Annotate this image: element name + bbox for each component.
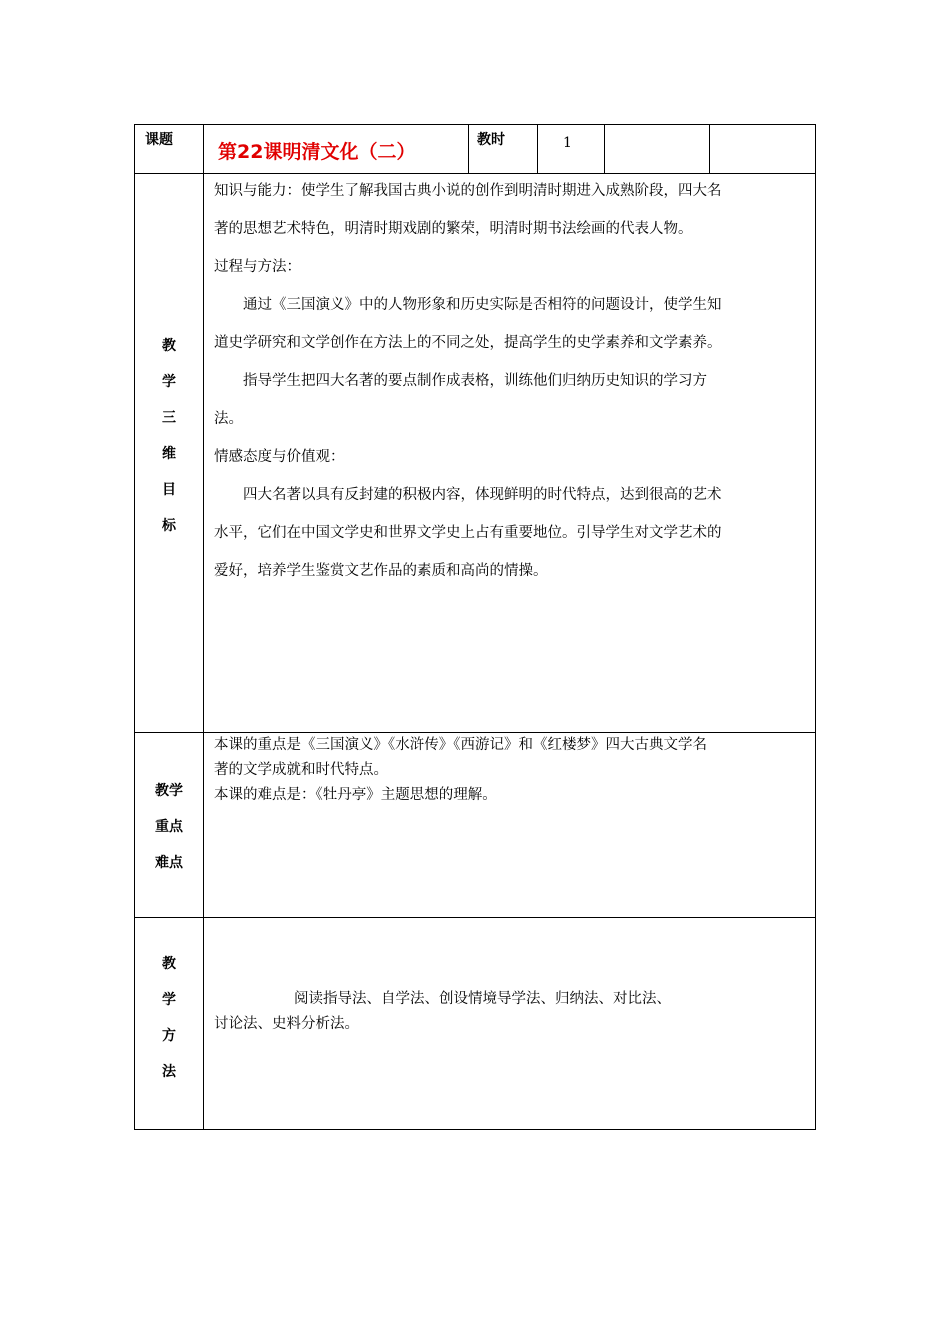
goals-content-cell bbox=[203, 173, 816, 733]
topic-label-cell bbox=[134, 124, 204, 174]
focus-text bbox=[214, 733, 809, 808]
goals-text bbox=[214, 172, 809, 590]
method-line: 讨论法、史料分析法。 bbox=[214, 1016, 359, 1032]
method-label-char: 方 bbox=[162, 1028, 176, 1044]
goals-line: 四大名著以具有反封建的积极内容，体现鲜明的时代特点，达到很高的艺术 bbox=[243, 487, 722, 503]
lesson-plan-table bbox=[134, 124, 816, 1130]
goals-label-char: 维 bbox=[162, 446, 176, 462]
focus-label-line: 重点 bbox=[155, 819, 183, 835]
lesson-title: 第22课明清文化（二） bbox=[218, 141, 416, 163]
goals-line: 爱好，培养学生鉴赏文艺作品的素质和高尚的情操。 bbox=[214, 563, 548, 579]
goals-line: 情感态度与价值观： bbox=[214, 449, 345, 465]
focus-label-line: 难点 bbox=[155, 855, 183, 871]
method-label-char: 法 bbox=[162, 1064, 176, 1080]
focus-line: 本课的难点是：《牡丹亭》主题思想的理解。 bbox=[214, 787, 497, 803]
goals-label-char: 目 bbox=[162, 482, 176, 498]
method-label-char: 教 bbox=[162, 956, 176, 972]
method-label-char: 学 bbox=[162, 992, 176, 1008]
extra-cell-2 bbox=[709, 124, 816, 174]
focus-line: 著的文学成就和时代特点。 bbox=[214, 762, 388, 778]
goals-line: 水平，它们在中国文学史和世界文学史上占有重要地位。引导学生对文学艺术的 bbox=[214, 525, 722, 541]
goals-label-char: 学 bbox=[162, 374, 176, 390]
focus-line: 本课的重点是《三国演义》《水浒传》《西游记》和《红楼梦》四大古典文学名 bbox=[214, 737, 707, 753]
focus-label-line: 教学 bbox=[155, 783, 183, 799]
method-label-cell bbox=[134, 917, 204, 1130]
goals-line: 法。 bbox=[214, 411, 243, 427]
hours-value-cell bbox=[537, 124, 605, 174]
extra-cell-1 bbox=[604, 124, 710, 174]
goals-label-char: 三 bbox=[162, 410, 176, 426]
focus-label bbox=[135, 773, 203, 881]
method-text bbox=[214, 987, 809, 1037]
goals-line: 知识与能力：使学生了解我国古典小说的创作到明清时期进入成熟阶段，四大名 bbox=[214, 183, 722, 199]
focus-content-cell bbox=[203, 732, 816, 918]
method-line: 阅读指导法、自学法、创设情境导学法、归纳法、对比法、 bbox=[294, 991, 671, 1007]
goals-line: 指导学生把四大名著的要点制作成表格，训练他们归纳历史知识的学习方 bbox=[243, 373, 707, 389]
method-label bbox=[135, 946, 203, 1090]
goals-line: 通过《三国演义》中的人物形象和历史实际是否相符的问题设计，使学生知 bbox=[243, 297, 722, 313]
hours-label: 教时 bbox=[477, 132, 505, 148]
hours-value: 1 bbox=[563, 135, 572, 151]
goals-label-char: 标 bbox=[162, 518, 176, 534]
title-cell bbox=[203, 124, 469, 174]
goals-line: 过程与方法： bbox=[214, 259, 301, 275]
goals-line: 著的思想艺术特色，明清时期戏剧的繁荣，明清时期书法绘画的代表人物。 bbox=[214, 221, 693, 237]
method-content-cell bbox=[203, 917, 816, 1130]
goals-label-cell bbox=[134, 173, 204, 733]
focus-label-cell bbox=[134, 732, 204, 918]
topic-label: 课题 bbox=[145, 132, 173, 148]
goals-line: 道史学研究和文学创作在方法上的不同之处，提高学生的史学素养和文学素养。 bbox=[214, 335, 722, 351]
hours-label-cell bbox=[468, 124, 538, 174]
goals-label bbox=[135, 328, 203, 544]
goals-label-char: 教 bbox=[162, 338, 176, 354]
